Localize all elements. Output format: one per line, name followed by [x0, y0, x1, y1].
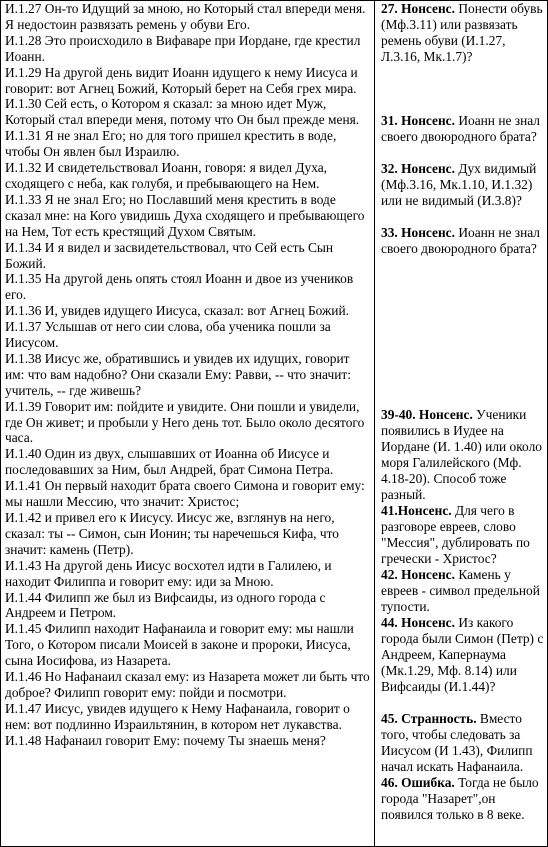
verse-1-27: И.1.27 Он-то Идущий за мною, но Который стал впереди меня. Я недостоин развязать ремень у обуви Его.: [5, 1, 366, 32]
note-45: [381, 711, 545, 775]
verse-1-37: И.1.37 Услышав от него сии слова, оба ученика пошли за Иисусом.: [5, 319, 331, 351]
verse-1-39: И.1.39 Говорит им: пойдите и увидите. Они пошли и увидели, где Он живет; и пробыли у Него день тот. Было около десятого часа.: [5, 398, 365, 446]
verse-1-35: И.1.35 На другой день опять стоял Иоанн и двое из учеников его.: [5, 271, 354, 303]
verse-1-42: И.1.42 и привел его к Иисусу. Иисус же, взглянув на него, сказал: ты -- Симон, сын Ионин; ты наречешься Кифа, что значит: камень (Петр).: [5, 510, 339, 557]
verse-1-32: И.1.32 И свидетельствовал Иоанн, говоря: я видел Духа, сходящего с неба, как голубя, и пребывающего на Нем.: [5, 160, 328, 191]
note-44: [381, 615, 545, 695]
note-text: Понести обувь (Мф.3.11) или развязать ремень обуви (И.1.27, Л.3.16, Мк.1.7)?: [381, 1, 543, 64]
note-33: [381, 225, 545, 257]
verse-1-29: И.1.29 На другой день видит Иоанн идущего к нему Иисуса и говорит: вот Агнец Божий, Который берет на Себя грех мира.: [5, 64, 358, 96]
note-text: Вместо того, чтобы следовать за Иисусом (И 1.43), Филипп начал искать Нафанаила.: [381, 711, 533, 774]
verse-1-47: И.1.47 Иисус, увидев идущего к Нему Нафанаила, говорит о нем: вот подлинно Израильтянин, в котором нет лукавства.: [5, 700, 350, 732]
note-text: Иоанн не знал своего двоюродного брата?: [381, 113, 540, 144]
column-divider: [374, 1, 375, 846]
verse-1-41: И.1.41 Он первый находит брата своего Симона и говорит ему: мы нашли Мессию, что значит: Христос;: [5, 478, 365, 510]
scripture-column: [5, 1, 371, 749]
verse-1-38: И.1.38 Иисус же, обратившись и увидев их идущих, говорит им: что вам надобно? Они сказали Ему: Равви, -- что значит: учитель, -- где живешь?: [5, 350, 351, 398]
note-label: 33. Нонсенс.: [381, 225, 455, 240]
verse-1-28: И.1.28 Это происходило в Вифаваре при Иордане, где крестил Иоанн.: [5, 32, 361, 64]
verse-1-44: И.1.44 Филипп же был из Вифсаиды, из одного города с Андреем и Петром.: [5, 589, 326, 621]
verse-1-31: И.1.31 Я не знал Его; но для того пришел крестить в воде, чтобы Он явлен был Израилю.: [5, 128, 337, 160]
verse-1-33: И.1.33 Я не знал Его; но Пославший меня крестить в воде сказал мне: на Кого увидишь Духа сходящего и пребывающего на Нем, Тот есть крестящий Духом Святым.: [5, 191, 365, 239]
note-31: [381, 113, 545, 145]
verse-1-46: И.1.46 Но Нафанаил сказал ему: из Назарета может ли быть что доброе? Филипп говорит ему: пойди и посмотри.: [5, 669, 370, 700]
note-41: [381, 503, 545, 567]
note-27: [381, 1, 545, 65]
verse-1-30: И.1.30 Сей есть, о Котором я сказал: за мною идет Муж, Который стал впереди меня, потому что Он был прежде меня.: [5, 96, 360, 128]
note-text: Иоанн не знал своего двоюродного брата?: [381, 225, 540, 256]
note-text: Камень у евреев - символ предельной тупости.: [381, 567, 540, 614]
note-label: 44. Нонсенс.: [381, 615, 455, 630]
note-text: Из какого города были Симон (Петр) с Андреем, Капернаума (Мк.1.29, Мф. 8.14) или Вифсаиды (И.1.44)?: [381, 615, 544, 694]
note-label: 31. Нонсенс.: [381, 113, 455, 128]
note-label: 32. Нонсенс.: [381, 161, 455, 176]
note-32: [381, 161, 545, 209]
note-label: 46. Ошибка.: [381, 775, 455, 790]
note-42: [381, 567, 545, 615]
note-label: 27. Нонсенс.: [381, 1, 455, 16]
verse-1-40: И.1.40 Один из двух, слышавших от Иоанна об Иисусе и последовавших за Ним, был Андрей, брат Симона Петра.: [5, 446, 334, 478]
verse-1-36: И.1.36 И, увидев идущего Иисуса, сказал: вот Агнец Божий.: [5, 303, 349, 319]
note-text: Ученики появились в Иудее на Иордане (И. 1.40) или около моря Галилейского (Мф. 4.18-20). Способ тоже разный.: [381, 407, 542, 502]
note-label: 45. Странность.: [381, 711, 477, 726]
verse-1-34: И.1.34 И я видел и засвидетельствовал, что Сей есть Сын Божий.: [5, 239, 334, 271]
note-label: 39-40. Нонсенс.: [381, 407, 473, 422]
note-text: Тогда не было города "Назарет",он появился только в 8 веке.: [381, 775, 539, 822]
note-label: 41.Нонсенс.: [381, 503, 452, 518]
note-46: [381, 775, 545, 823]
note-text: Дух видимый (Мф.3.16, Мк.1.10, И.1.32) или не видимый (И.3.8)?: [381, 161, 537, 208]
verse-1-48: И.1.48 Нафанаил говорит Ему: почему Ты знаешь меня?: [5, 732, 326, 748]
note-39-40: [381, 407, 545, 502]
note-text: Для чего в разговоре евреев, слово "Мессия", дублировать по гречески - Христос?: [381, 503, 530, 566]
note-label: 42. Нонсенс.: [381, 567, 455, 582]
verse-1-45: И.1.45 Филипп находит Нафанаила и говорит ему: мы нашли Того, о Котором писали Моисей в законе и пророки, Иисуса, сына Иосифова, из Назарета.: [5, 621, 354, 669]
verse-1-43: И.1.43 На другой день Иисус восхотел идти в Галилею, и находит Филиппа и говорит ему: иди за Мною.: [5, 557, 332, 589]
